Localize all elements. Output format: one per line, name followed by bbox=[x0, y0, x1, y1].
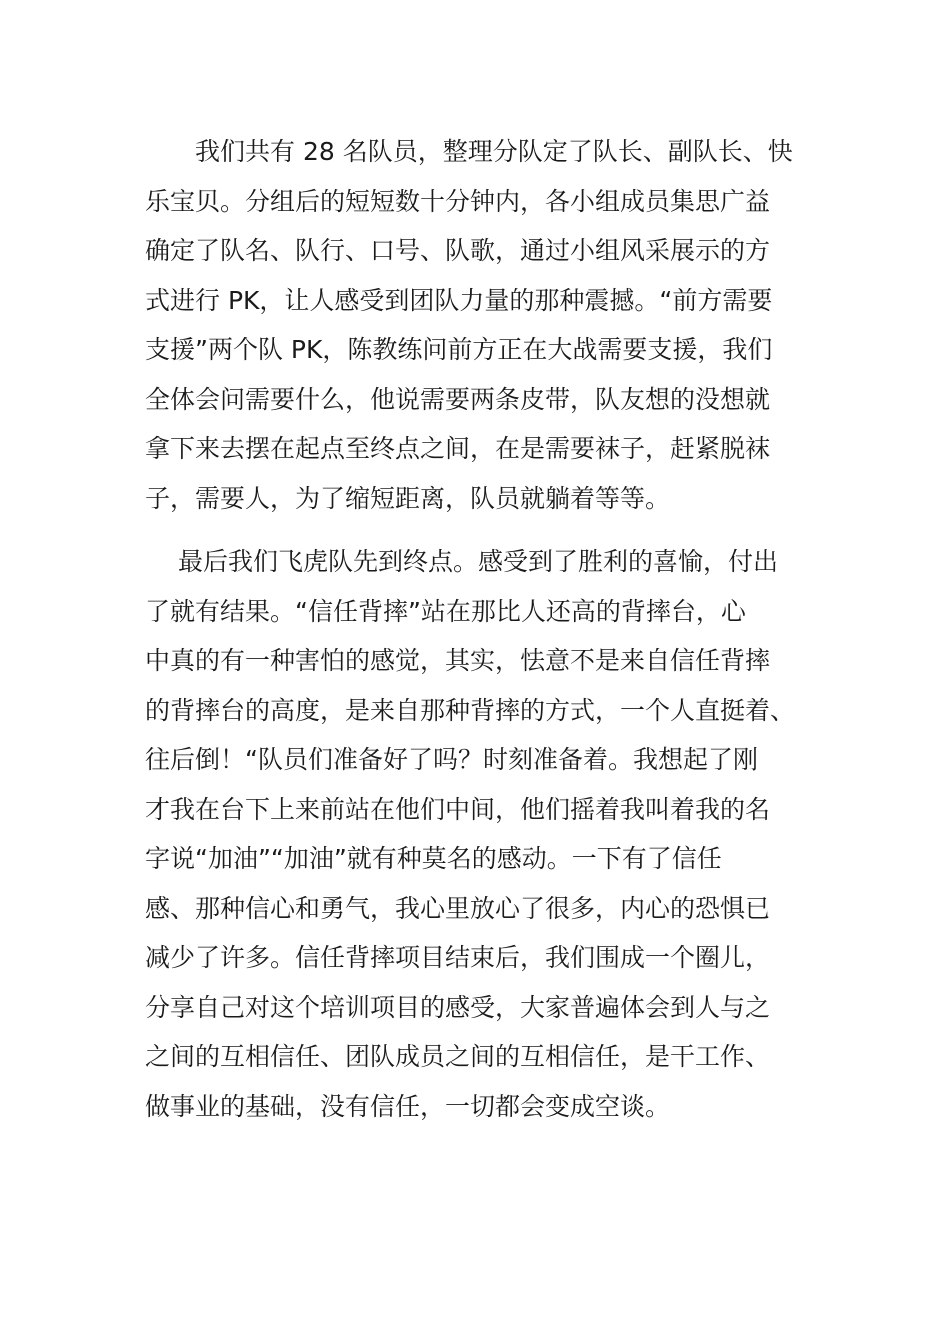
paragraph-line: 减少了许多。信任背摔项目结束后，我们围成一个圈儿， bbox=[145, 943, 771, 972]
paragraph-line: 了就有结果。“信任背摔”站在那比人还高的背摔台，心 bbox=[145, 596, 746, 626]
paragraph-line: 中真的有一种害怕的感觉，其实，怯意不是来自信任背摔 bbox=[145, 646, 771, 675]
paragraph-line: 拿下来去摆在起点至终点之间，在是需要袜子，赶紧脱袜 bbox=[145, 434, 771, 463]
paragraph-line: 子，需要人，为了缩短距离，队员就躺着等等。 bbox=[145, 483, 671, 513]
paragraph-line: 支援”两个队 PK，陈教练问前方正在大战需要支援，我们 bbox=[145, 335, 773, 364]
paragraph-line: 分享自己对这个培训项目的感受，大家普遍体会到人与之 bbox=[145, 992, 771, 1022]
paragraph-line: 我们共有 28 名队员，整理分队定了队长、副队长、快 bbox=[145, 137, 793, 166]
paragraph-line: 的背摔台的高度，是来自那种背摔的方式，一个人直挺着、 bbox=[145, 695, 796, 725]
paragraph-line: 做事业的基础，没有信任，一切都会变成空谈。 bbox=[145, 1091, 671, 1121]
paragraph-line: 确定了队名、队行、口号、队歌，通过小组风采展示的方 bbox=[145, 236, 771, 265]
paragraph-line: 感、那种信心和勇气，我心里放心了很多，内心的恐惧已 bbox=[145, 893, 771, 923]
paragraph-line: 全体会问需要什么，他说需要两条皮带，队友想的没想就 bbox=[145, 384, 771, 414]
paragraph-line: 式进行 PK，让人感受到团队力量的那种震撼。“前方需要 bbox=[145, 285, 773, 315]
paragraph-line: 才我在台下上来前站在他们中间，他们摇着我叫着我的名 bbox=[145, 794, 771, 824]
paragraph-line: 往后倒！“队员们准备好了吗？时刻准备着。我想起了刚 bbox=[145, 745, 758, 774]
paragraph-1 bbox=[145, 127, 805, 523]
paragraph-2 bbox=[145, 537, 805, 1131]
paragraph-line: 最后我们飞虎队先到终点。感受到了胜利的喜愉，付出 bbox=[145, 547, 778, 576]
paragraph-line: 字说“加油”“加油”就有种莫名的感动。一下有了信任 bbox=[145, 844, 722, 873]
paragraph-line: 乐宝贝。分组后的短短数十分钟内，各小组成员集思广益 bbox=[145, 186, 771, 216]
paragraph-line: 之间的互相信任、团队成员之间的互相信任，是干工作、 bbox=[145, 1042, 771, 1071]
